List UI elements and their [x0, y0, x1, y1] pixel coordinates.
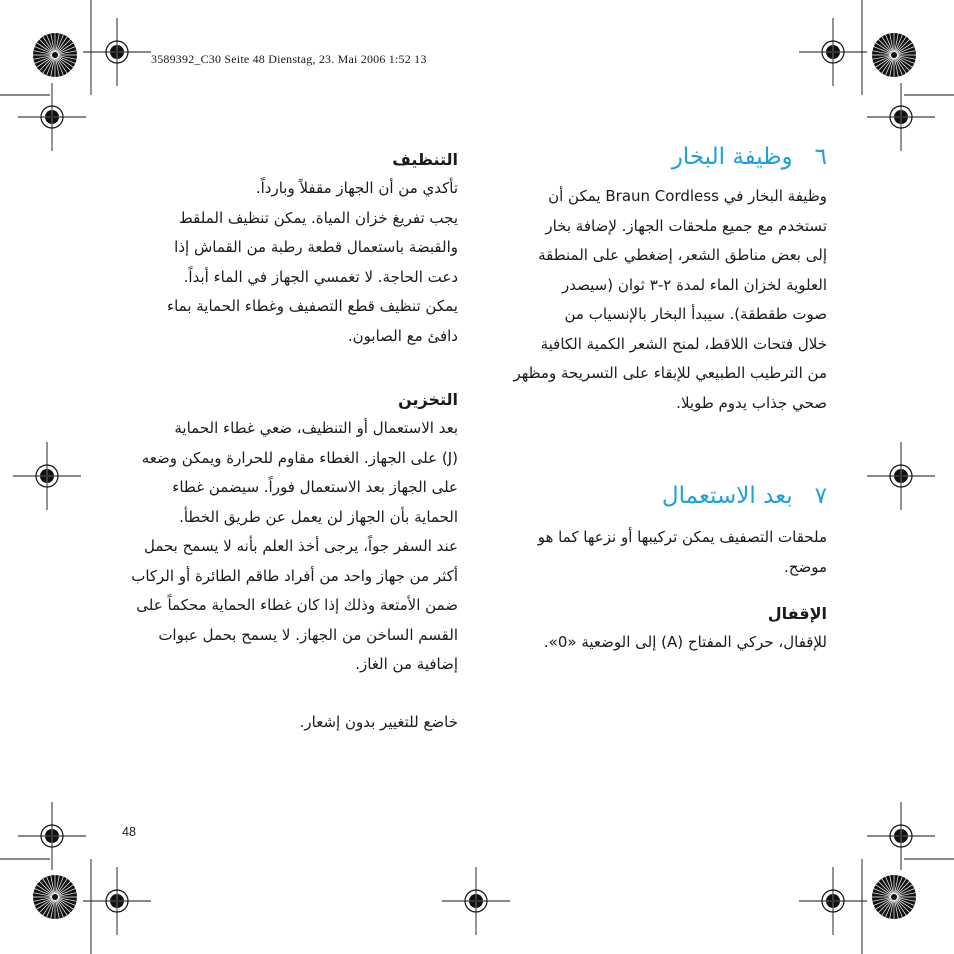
- print-slug-header: 3589392_C30 Seite 48 Dienstag, 23. Mai 2006 1:52 13: [151, 52, 427, 66]
- body-line: ملحقات التصفيف يمكن تركيبها أو نزعها كما هو: [537, 528, 827, 546]
- body-line: بعد الاستعمال أو التنظيف، ضعي غطاء الحماية: [174, 419, 458, 437]
- section-after-use: [487, 480, 827, 658]
- locking-body: [487, 628, 827, 658]
- body-line: ضمن الأمتعة وذلك إذا كان غطاء الحماية محكماً على: [136, 596, 458, 614]
- section-6-number: ٦: [814, 144, 827, 170]
- body-line: صحي جذاب يدوم طويلا.: [676, 393, 827, 412]
- body-line: تأكدي من أن الجهاز مقفلاً وبارداً.: [255, 179, 458, 197]
- body-line: خلال فتحات اللاقط، لمنح الشعر الكمية الكافية: [540, 334, 827, 353]
- body-line: يجب تفريغ خزان المياة. يمكن تنظيف الملقط: [178, 208, 458, 227]
- body-line: أكثر من جهاز واحد من أفراد طاقم الطائرة أو الركاب: [131, 566, 458, 585]
- section-steam-function: [487, 141, 827, 418]
- section-7-title: بعد الاستعمال: [661, 483, 793, 509]
- storage-body: [118, 414, 458, 680]
- section-6-title: وظيفة البخار: [671, 144, 793, 170]
- body-line: عند السفر جواً، يرجى أخذ العلم بأنه لا يسمح بحمل: [143, 537, 458, 555]
- locking-heading: الإقفال: [767, 604, 827, 623]
- cleaning-heading: التنظيف: [392, 150, 458, 169]
- body-line: دعت الحاجة. لا تغمسي الجهاز في الماء أبداً.: [183, 267, 458, 286]
- body-line: على الجهاز بعد الاستعمال فوراً. سيضمن غطاء: [172, 478, 458, 496]
- section-7-number: ٧: [814, 483, 827, 509]
- section-6-heading: [487, 141, 827, 173]
- body-line: تستخدم مع جميع ملحقات الجهاز. لإضافة بخار: [545, 216, 827, 235]
- section-cleaning: [118, 146, 458, 351]
- body-line: الحماية بأن الجهاز لن يعمل عن طريق الخطأ.: [179, 507, 458, 526]
- body-line: وظيفة البخار في Braun Cordless يمكن أن: [548, 187, 827, 205]
- page-number: 48: [122, 825, 136, 839]
- body-line: من الترطيب الطبيعي للإبقاء على التسريحة ومظهر: [513, 364, 827, 382]
- body-line: (J) على الجهاز. الغطاء مقاوم للحرارة ويمكن وضعه: [141, 448, 458, 467]
- body-line: موضح.: [784, 557, 827, 576]
- section-7-heading: [487, 480, 827, 512]
- body-line: صوت طقطقة). سيبدأ البخار بالإنسياب من: [564, 305, 827, 323]
- body-line: دافئ مع الصابون.: [347, 326, 458, 345]
- right-column: [487, 141, 827, 658]
- body-line: يمكن تنظيف قطع التصفيف وغطاء الحماية بماء: [167, 297, 458, 315]
- left-column: [118, 146, 458, 737]
- storage-heading: التخزين: [398, 390, 458, 409]
- body-line: إضافية من الغاز.: [355, 655, 458, 673]
- change-notice: خاضع للتغيير بدون إشعار.: [299, 712, 458, 731]
- body-line: للإقفال، حركي المفتاح (A) إلى الوضعية «0».: [543, 633, 827, 651]
- section-7-body: [487, 523, 827, 582]
- section-6-body: [487, 182, 827, 418]
- body-line: العلوية لخزان الماء لمدة ٢-٣ ثوان (سيصدر: [562, 275, 827, 294]
- body-line: إلى بعض مناطق الشعر، إضغطي على المنطقة: [538, 246, 827, 264]
- body-line: القسم الساخن من الجهاز. لا يسمح بحمل عبوات: [158, 625, 458, 644]
- cleaning-body: [118, 174, 458, 351]
- body-line: والقبضة باستعمال قطعة رطبة من القماش إذا: [174, 238, 458, 256]
- section-storage: [118, 386, 458, 680]
